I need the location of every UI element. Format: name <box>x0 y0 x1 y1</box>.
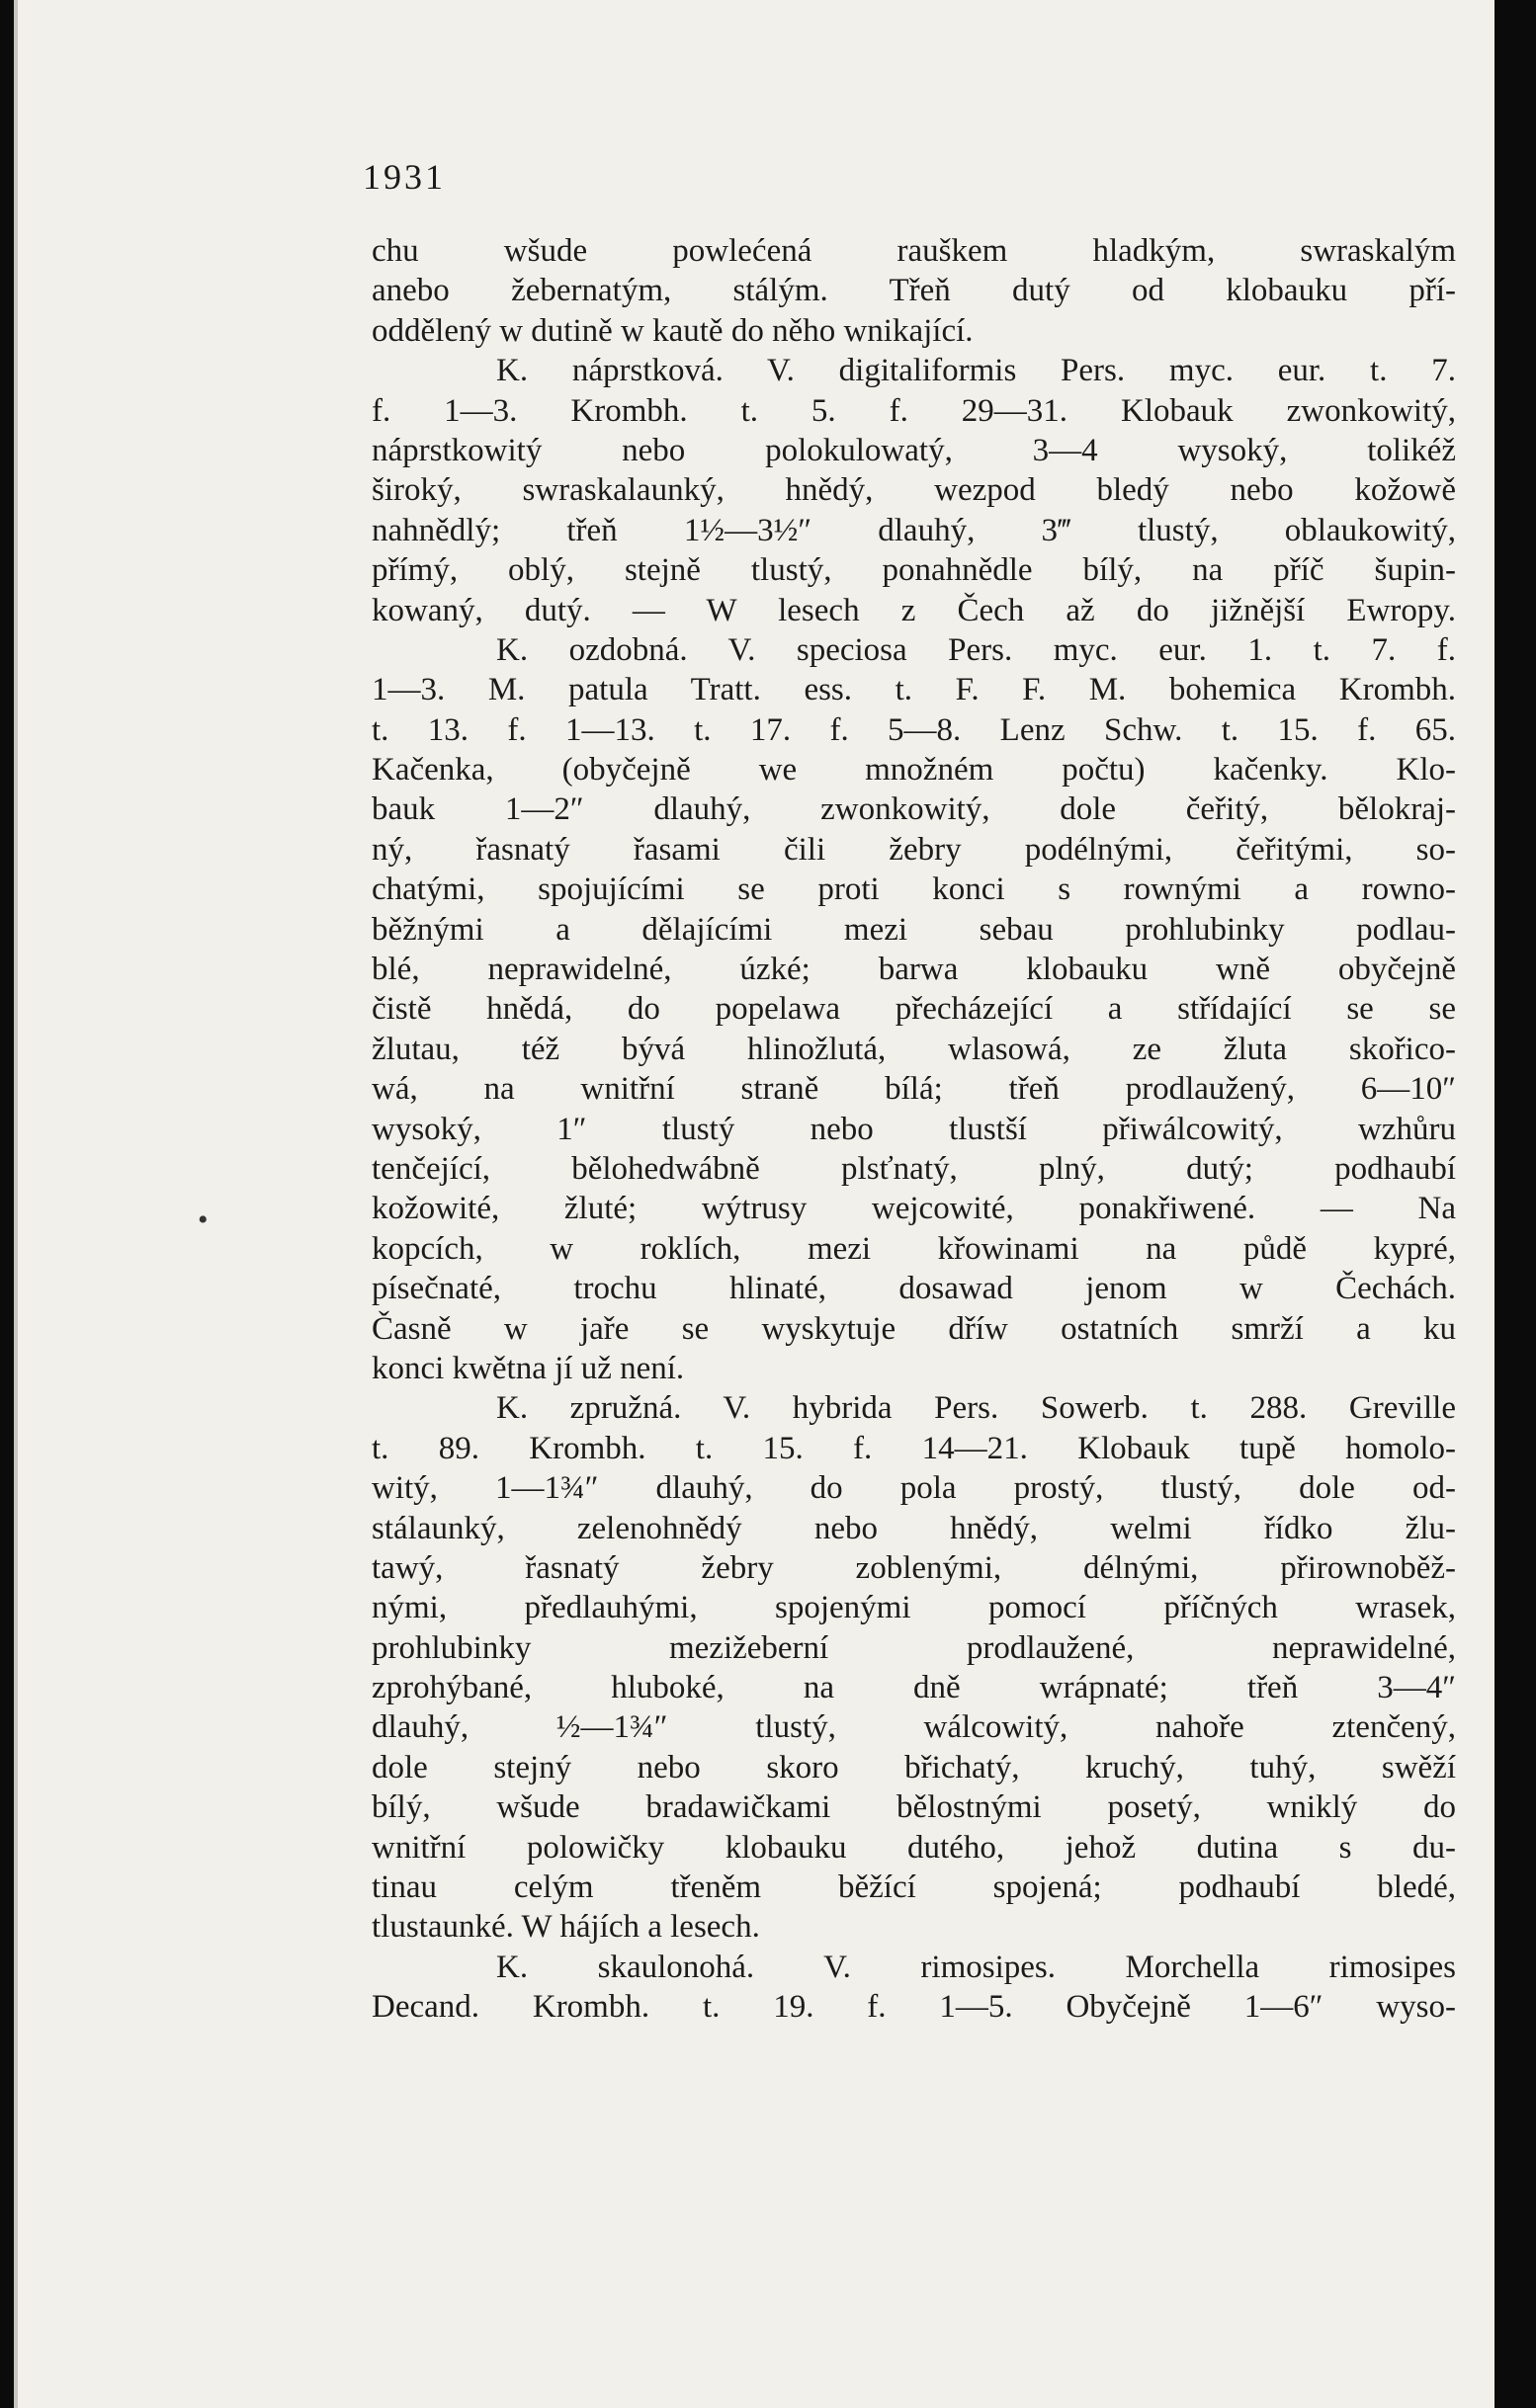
text-line: písečnaté, trochu hlinaté, dosawad jenom w Čechách. <box>372 1271 1456 1307</box>
text-line: bílý, wšude bradawičkami bělostnými posetý, wniklý do <box>372 1789 1456 1826</box>
text-line: čistě hnědá, do popelawa přecházející a střídající se se <box>372 991 1456 1028</box>
text-line: široký, swraskalaunký, hnědý, wezpod bledý nebo kožowě <box>372 472 1456 509</box>
text-line: K. ozdobná. V. speciosa Pers. myc. eur. 1. t. 7. f. <box>496 631 1456 668</box>
text-line: dole stejný nebo skoro břichatý, kruchý, tuhý, swěží <box>372 1749 1456 1785</box>
text-line: kožowité, žluté; wýtrusy wejcowité, ponakřiwené. — Na <box>372 1191 1456 1227</box>
text-line: nými, předlauhými, spojenými pomocí příčných wrasek, <box>372 1590 1456 1626</box>
text-line: bauk 1—2″ dlauhý, zwonkowitý, dole čeřitý, bělokraj- <box>372 791 1456 828</box>
text-line: konci kwětna jí už není. <box>372 1350 685 1386</box>
text-line: kowaný, dutý. — W lesech z Čech až do jižnější Ewropy. <box>372 592 1456 628</box>
text-line: ný, řasnatý řasami čili žebry podélnými, čeřitými, so- <box>372 831 1456 868</box>
page-number: 1931 <box>363 157 446 197</box>
text-line: tinau celým třeněm běžící spojená; podhaubí bledé, <box>372 1869 1456 1906</box>
text-line: t. 13. f. 1—13. t. 17. f. 5—8. Lenz Schw. t. 15. f. 65. <box>372 711 1456 748</box>
text-line: Kačenka, (obyčejně we množném počtu) kačenky. Klo- <box>372 752 1456 789</box>
text-line: wysoký, 1″ tlustý nebo tlustší přiwálcowitý, wzhůru <box>372 1111 1456 1147</box>
margin-mark: • <box>198 1204 209 1236</box>
text-line: K. zpružná. V. hybrida Pers. Sowerb. t. 288. Greville <box>496 1390 1456 1427</box>
book-page <box>14 0 1494 2408</box>
text-line: kopcích, w roklích, mezi křowinami na půdě kypré, <box>372 1230 1456 1267</box>
text-line: Decand. Krombh. t. 19. f. 1—5. Obyčejně 1—6″ wyso- <box>372 1989 1456 2026</box>
text-line: witý, 1—1¾″ dlauhý, do pola prostý, tlustý, dole od- <box>372 1470 1456 1507</box>
text-line: wá, na wnitřní straně bílá; třeň prodlaužený, 6—10″ <box>372 1071 1456 1108</box>
text-line: přímý, oblý, stejně tlustý, ponahnědle bílý, na příč šupin- <box>372 552 1456 589</box>
text-line: žlutau, též bývá hlinožlutá, wlasowá, ze žluta skořico- <box>372 1031 1456 1067</box>
text-line: Časně w jaře se wyskytuje dříw ostatních smrží a ku <box>372 1310 1456 1347</box>
text-line: náprstkowitý nebo polokulowatý, 3—4 wysoký, tolikéž <box>372 432 1456 468</box>
text-line: K. skaulonohá. V. rimosipes. Morchella rimosipes <box>496 1949 1456 1985</box>
text-line: tawý, řasnatý žebry zoblenými, délnými, přirownoběž- <box>372 1549 1456 1586</box>
text-line: dlauhý, ½—1¾″ tlustý, wálcowitý, nahoře ztenčený, <box>372 1709 1456 1746</box>
text-line: prohlubinky mezižeberní prodlaužené, neprawidelné, <box>372 1629 1456 1666</box>
text-line: t. 89. Krombh. t. 15. f. 14—21. Klobauk tupě homolo- <box>372 1430 1456 1466</box>
page-binding-edge <box>14 0 18 2408</box>
text-line: běžnými a dělajícími mezi sebau prohlubinky podlau- <box>372 911 1456 948</box>
text-line: blé, neprawidelné, úzké; barwa klobauku wně obyčejně <box>372 952 1456 988</box>
text-line: chatými, spojujícími se proti konci s rownými a rowno- <box>372 872 1456 908</box>
text-line: oddělený w dutině w kautě do něho wnikající. <box>372 312 974 349</box>
text-line: stálaunký, zelenohnědý nebo hnědý, welmi řídko žlu- <box>372 1510 1456 1546</box>
text-line: zprohýbané, hluboké, na dně wrápnaté; třeň 3—4″ <box>372 1670 1456 1706</box>
text-line: f. 1—3. Krombh. t. 5. f. 29—31. Klobauk zwonkowitý, <box>372 392 1456 429</box>
text-line: K. náprstková. V. digitaliformis Pers. myc. eur. t. 7. <box>496 353 1456 389</box>
body-text <box>372 231 1456 2028</box>
text-line: tenčející, bělohedwábně plsťnatý, plný, dutý; podhaubí <box>372 1150 1456 1187</box>
text-line: nahnědlý; třeň 1½—3½″ dlauhý, 3‴ tlustý, oblaukowitý, <box>372 512 1456 548</box>
text-line: wnitřní polowičky klobauku dutého, jehož dutina s du- <box>372 1829 1456 1866</box>
text-line: 1—3. M. patula Tratt. ess. t. F. F. M. bohemica Krombh. <box>372 672 1456 708</box>
text-line: chu wšude powlećená rauškem hladkým, swraskalým <box>372 233 1456 269</box>
text-line: tlustaunké. W hájích a lesech. <box>372 1909 760 1946</box>
text-line: anebo žebernatým, stálým. Třeň dutý od klobauku pří- <box>372 273 1456 309</box>
